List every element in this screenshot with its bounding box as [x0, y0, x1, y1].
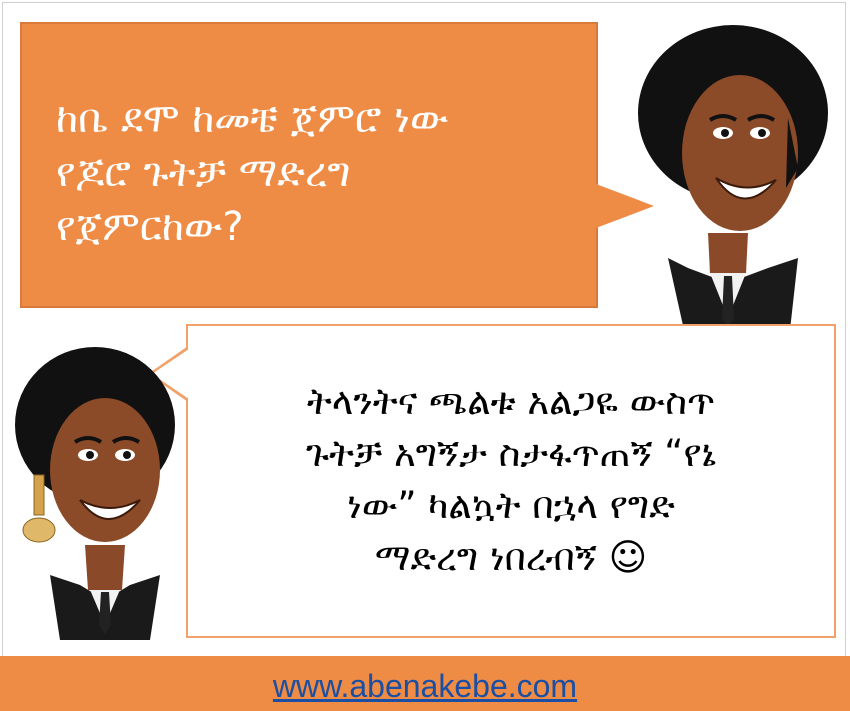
answer-text — [204, 376, 818, 584]
website-link[interactable]: www.abenakebe.com — [272, 668, 578, 704]
answer-line: ጉትቻ አግኝታ ስታፋጥጠኝ “የኔ — [305, 432, 717, 475]
answer-line: ማድረግ ነበረብኝ ☺ — [374, 536, 648, 579]
question-line: የጆሮ ጉትቻ ማድረግ — [56, 150, 351, 196]
footer-bar — [0, 656, 850, 711]
question-text — [56, 92, 576, 254]
man-with-earring-cartoon-icon — [10, 340, 190, 640]
question-line: የጀምርከው? — [56, 204, 244, 250]
speech-bubble-answer — [186, 324, 836, 638]
answer-line: ትላንትና ጫልቱ አልጋዬ ውስጥ — [306, 380, 716, 423]
answer-line: ነው” ካልኳት በኋላ የግድ — [347, 484, 675, 527]
man-cartoon-icon — [628, 18, 838, 348]
speech-bubble-question — [20, 22, 598, 308]
question-line: ከቤ ደሞ ከመቼ ጀምሮ ነው — [56, 96, 449, 142]
